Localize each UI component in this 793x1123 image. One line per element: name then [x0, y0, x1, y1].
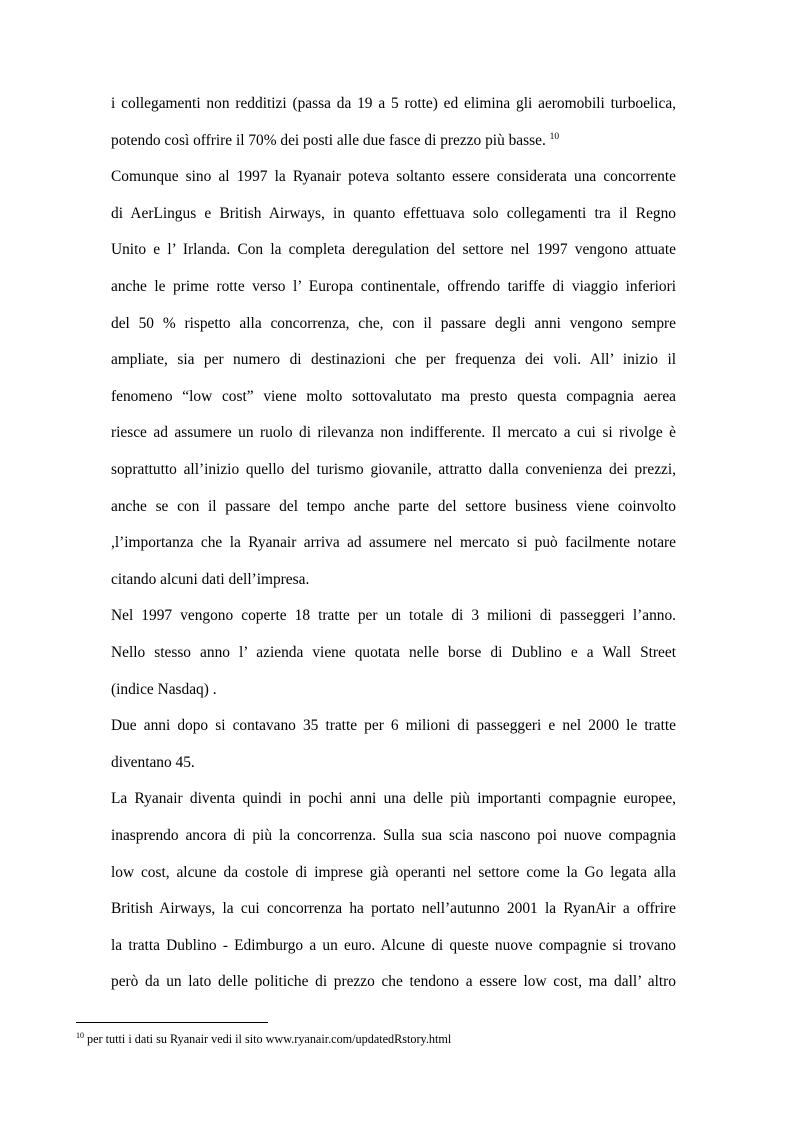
body-text-line: [111, 789, 676, 809]
body-text-line: [111, 167, 676, 187]
body-text-line: [111, 497, 676, 517]
line-text: low cost, alcune da costole di imprese già operanti nel settore come la Go legata alla: [111, 863, 676, 881]
body-text-line: [111, 94, 676, 114]
line-text: citando alcuni dati dell’impresa.: [111, 570, 310, 588]
line-text: anche se con il passare del tempo anche parte del settore business viene coinvolto: [111, 497, 676, 515]
body-text-line: [111, 350, 676, 370]
body-text-line: [111, 204, 676, 224]
body-text-line: [111, 131, 676, 151]
body-text-line: [111, 826, 676, 846]
line-text: (indice Nasdaq) .: [111, 680, 217, 698]
footnote-reference: 10: [549, 131, 560, 142]
body-text-line: [111, 460, 676, 480]
body-text-line: [111, 277, 676, 297]
body-text-line: [111, 716, 676, 736]
body-text-line: [111, 972, 676, 992]
footnote-text: per tutti i dati su Ryanair vedi il sito www.ryanair.com/updatedRstory.html: [84, 1032, 452, 1046]
line-text: soprattutto all’inizio quello del turismo giovanile, attratto dalla convenienza dei prezzi,: [111, 461, 676, 478]
footnote-separator: [76, 1022, 268, 1023]
body-text-line: [111, 863, 676, 883]
body-text-line: [111, 899, 676, 919]
line-text: fenomeno “low cost” viene molto sottovalutato ma presto questa compagnia aerea: [111, 387, 676, 405]
body-text-line: [111, 314, 676, 334]
body-text-line: [111, 423, 676, 443]
body-text-line: [111, 387, 676, 407]
footnote-number: 10: [76, 1031, 84, 1040]
line-text: diventano 45.: [111, 753, 195, 771]
line-text: però da un lato delle politiche di prezzo che tendono a essere low cost, ma dall’ altro: [111, 973, 676, 991]
body-text-line: [111, 533, 676, 553]
line-text: Nel 1997 vengono coperte 18 tratte per un totale di 3 milioni di passeggeri l’anno.: [111, 607, 676, 625]
body-text-line: [111, 936, 676, 956]
body-text-line: [111, 606, 676, 626]
line-text: Due anni dopo si contavano 35 tratte per 6 milioni di passeggeri e nel 2000 le tratte: [111, 717, 676, 735]
line-text: Unito e l’ Irlanda. Con la completa deregulation del settore nel 1997 vengono attuate: [111, 241, 676, 259]
body-text-line: [111, 643, 676, 663]
line-text: La Ryanair diventa quindi in pochi anni una delle più importanti compagnie europee,: [111, 790, 676, 808]
body-text-line: [111, 240, 676, 260]
line-text: Nello stesso anno l’ azienda viene quotata nelle borse di Dublino e a Wall Street: [111, 644, 676, 661]
body-text-line: [111, 570, 676, 590]
line-text: anche le prime rotte verso l’ Europa continentale, offrendo tariffe di viaggio inferiori: [111, 278, 676, 295]
line-text: Comunque sino al 1997 la Ryanair poteva soltanto essere considerata una concorrente: [111, 168, 676, 186]
line-text: ,l’importanza che la Ryanair arriva ad assumere nel mercato si può facilmente notare: [111, 534, 676, 552]
footnote-10: [76, 1031, 676, 1047]
line-text: inasprendo ancora di più la concorrenza. Sulla sua scia nascono poi nuove compagnia: [111, 827, 676, 844]
body-text-line: [111, 753, 676, 773]
line-text: del 50 % rispetto alla concorrenza, che, con il passare degli anni vengono sempre: [111, 314, 676, 332]
line-text: ampliate, sia per numero di destinazioni che per frequenza dei voli. All’ inizio il: [111, 351, 676, 369]
line-text: riesce ad assumere un ruolo di rilevanza non indifferente. Il mercato a cui si rivolge è: [111, 424, 676, 442]
line-text: potendo così offrire il 70% dei posti alle due fasce di prezzo più basse.: [111, 131, 550, 149]
line-text: di AerLingus e British Airways, in quanto effettuava solo collegamenti tra il Regno: [111, 204, 676, 222]
body-text-line: [111, 680, 676, 700]
line-text: la tratta Dublino - Edimburgo a un euro. Alcune di queste nuove compagnie si trovano: [111, 936, 676, 954]
line-text: i collegamenti non redditizi (passa da 19 a 5 rotte) ed elimina gli aeromobili turboelica,: [111, 95, 676, 112]
line-text: British Airways, la cui concorrenza ha portato nell’autunno 2001 la RyanAir a offrire: [111, 900, 676, 918]
